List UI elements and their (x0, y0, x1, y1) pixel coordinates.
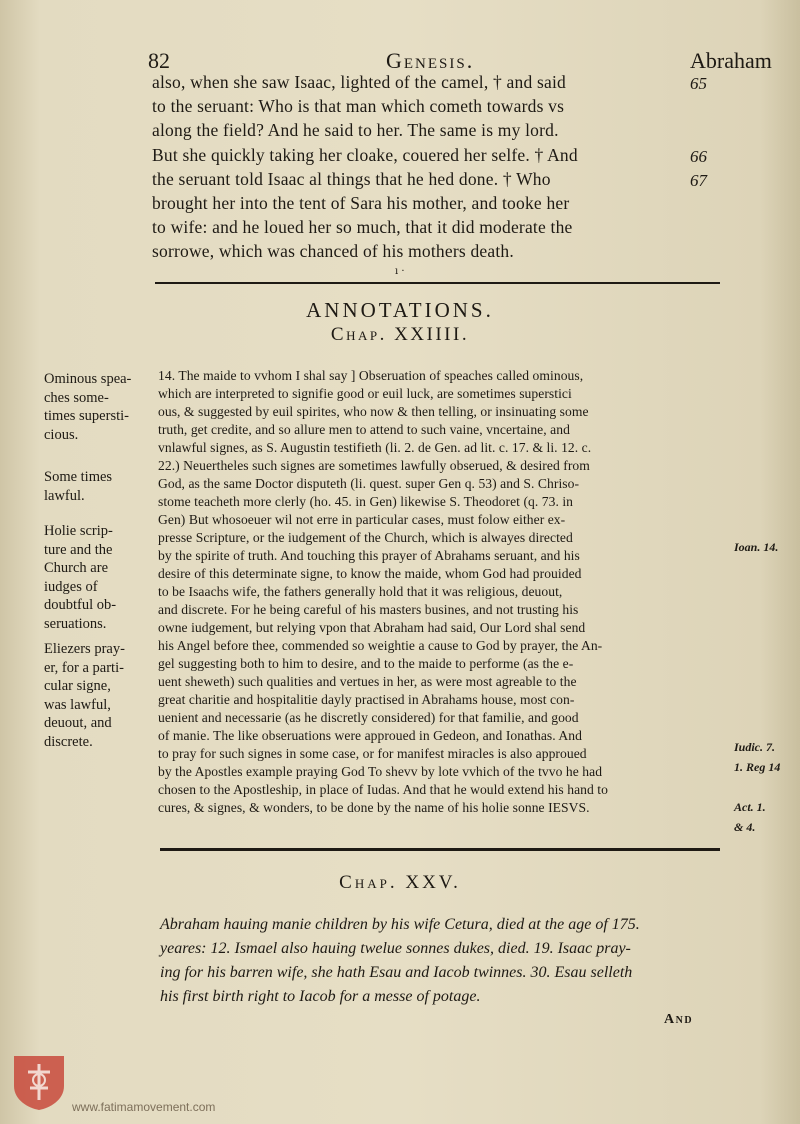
annotation-line: ous, & suggested by euil spirites, who now & then telling, or insinuating some (158, 404, 589, 419)
annotation-line: which are interpreted to signifie good or euil luck, are sometimes superstici (158, 386, 572, 401)
chapter-summary-line: yeares: 12. Ismael also hauing twelue sonnes dukes, died. 19. Isaac pray- (160, 940, 631, 957)
verse-line: brought her into the tent of Sara his mother, and tooke her (152, 193, 570, 213)
chapter-summary-line: Abraham hauing manie children by his wife Cetura, died at the age of 175. (160, 916, 640, 933)
annotations-chapter: Chap. XXIIII. (330, 324, 470, 345)
annotation-line: cures, & signes, & wonders, to be done by the name of his holie sonne IESVS. (158, 800, 590, 815)
divider-rule (155, 282, 720, 284)
chapter-summary-line: ing for his barren wife, she hath Esau and Iacob twinnes. 30. Esau selleth (160, 964, 633, 981)
annotation-line: 22.) Neuertheles such signes are sometimes lawfully obserued, & desired from (158, 458, 590, 473)
annotation-line: uent sheweth) such qualities and vertues in her, as were most agreable to the (158, 674, 577, 689)
annotation-line: stome teacheth more clerly (ho. 45. in Gen) likewise S. Theodoret (q. 73. in (158, 494, 574, 509)
verse-number: 65 (690, 74, 707, 93)
verse-number: 67 (690, 171, 707, 190)
verse-line: But she quickly taking her cloake, couered her selfe. † And (152, 145, 578, 165)
catchword: And (664, 1012, 694, 1027)
scripture-reference: Act. 1. (734, 800, 766, 814)
divider-rule (160, 848, 720, 851)
annotation-line: by the spirite of truth. And touching this prayer of Abrahams seruant, and his (158, 548, 580, 563)
side-note: Eliezers pray- er, for a parti- cular signe, was lawful, deuout, and discrete. (44, 641, 125, 750)
verse-line: the seruant told Isaac al things that he hed done. † Who (152, 169, 551, 189)
side-note: Holie scrip- ture and the Church are iudges of doubtful ob- seruations. (44, 523, 117, 632)
annotation-line: and discrete. For he being careful of his masters busines, and not trusting his (158, 602, 579, 617)
annotation-line: 14. The maide to vvhom I shal say ] Obseruation of speaches called ominous, (158, 368, 584, 383)
side-note: Some times lawful. (44, 469, 113, 504)
annotation-line: by the Apostles example praying God To shevv by lote vvhich of the tvvo he had (158, 764, 603, 779)
verse-line: also, when she saw Isaac, lighted of the camel, † and said (152, 72, 566, 92)
annotation-line: vnlawful signes, as S. Augustin testifieth (li. 2. de Gen. ad lit. c. 17. & li. 12. c. (158, 440, 592, 455)
verse-line: to wife: and he loued her so much, that it did moderate the (152, 217, 573, 237)
verse-number: 66 (690, 147, 707, 166)
watermark-url[interactable]: www.fatimamovement.com (72, 1100, 216, 1114)
verse-line: sorrowe, which was chanced of his mothers death. (152, 241, 514, 261)
book-title: Genesis. (386, 48, 475, 73)
annotations-title: ANNOTATIONS. (306, 298, 494, 322)
annotation-line: chosen to the Apostleship, in place of Iudas. And that he would extend his hand to (158, 782, 608, 797)
annotation-line: truth, get credite, and so allure men to attend to such vaine, vncertaine, and (158, 422, 570, 437)
scripture-reference: Ioan. 14. (734, 540, 779, 554)
annotation-line: Gen) But whosoeuer wil not erre in particular cases, must folow either ex- (158, 512, 566, 527)
annotation-line: to pray for such signes in some case, or for manifest miracles is also approued (158, 746, 587, 761)
annotation-line: uenient and necessarie (as he discretly considered) for that familie, and good (158, 710, 579, 725)
annotation-line: God, as the same Doctor disputeth (li. quest. super Gen q. 53) and S. Chriso- (158, 476, 580, 491)
running-title: Abraham (690, 48, 772, 73)
chapter-title: Chap. XXV. (339, 872, 461, 893)
scripture-reference: Iudic. 7. (734, 740, 776, 754)
page-number: 82 (148, 48, 170, 73)
annotation-line: desire of this determinate signe, to know the maide, whom God had prouided (158, 566, 582, 581)
annotation-line: owne iudgement, but relying vpon that Abraham had said, Our Lord shal send (158, 620, 586, 635)
annotation-line: great charitie and hospitalitie dayly practised in Abrahams house, most con- (158, 692, 575, 707)
annotation-line: gel suggesting both to him to desire, and to the maide to performe (as the e- (158, 656, 574, 671)
annotation-line: his Angel before thee, commended so weightie a cause to God by prayer, the An- (158, 638, 603, 653)
verse-line: to the seruant: Who is that man which cometh towards vs (152, 96, 565, 116)
shield-logo-icon (10, 1052, 68, 1112)
side-note: Ominous spea- ches some- times supersti- cious. (44, 371, 132, 443)
annotation-line: presse Scripture, or the iudgement of the Church, which is alwayes directed (158, 530, 573, 545)
ornament-mark: ı · (395, 266, 405, 277)
scripture-reference: 1. Reg 14 (734, 760, 781, 774)
verse-line: along the field? And he said to her. The same is my lord. (152, 120, 559, 140)
scripture-reference: & 4. (734, 820, 756, 834)
annotation-line: to be Isaachs wife, the fathers generally hold that it was religious, deuout, (158, 584, 563, 599)
annotation-line: of manie. The like obseruations were approued in Gedeon, and Ionathas. And (158, 728, 582, 743)
chapter-summary-line: his first birth right to Iacob for a messe of potage. (160, 988, 481, 1005)
